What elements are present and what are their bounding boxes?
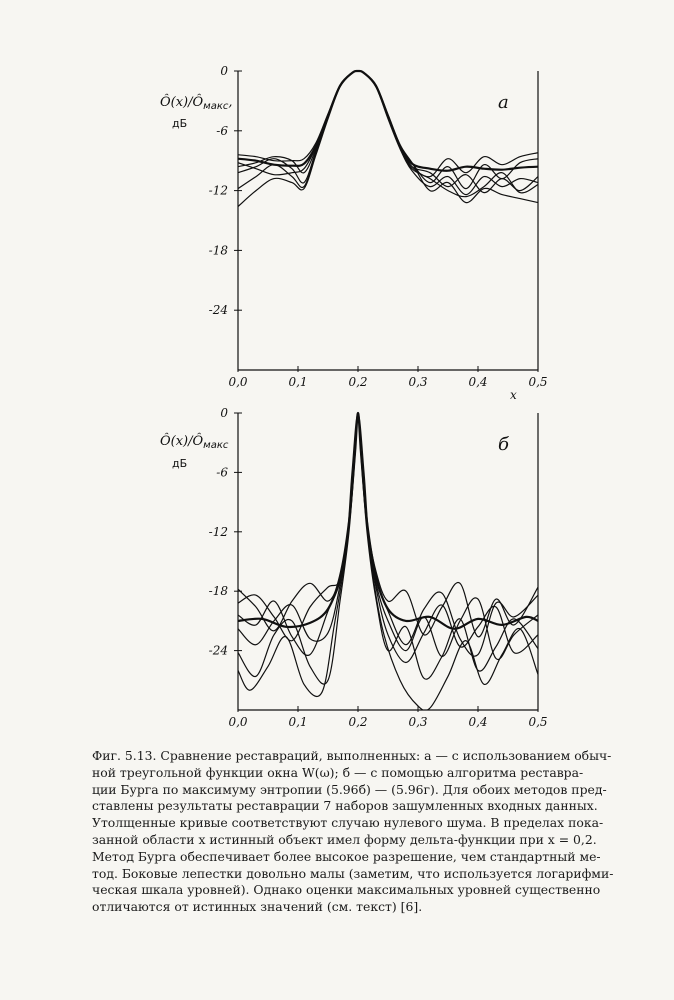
panel-a-series-5	[238, 71, 538, 203]
panel-b-series-6	[238, 413, 538, 684]
panel-a-series-group	[238, 71, 538, 207]
panel-a-xtick-label: 0,5	[528, 375, 548, 389]
panel-a-xtick-label: 0,1	[288, 375, 308, 389]
caption-line: ческая шкала уровней). Однако оценки максимальных уровней существенно	[92, 882, 601, 898]
panel-a-ytick-label: -24	[208, 303, 228, 318]
caption-line: тод. Боковые лепестки довольно малы (заметим, что используется логарифми-	[92, 865, 614, 881]
panel-a-series-2	[238, 71, 538, 177]
panel-a-xtick-label: 0,3	[408, 375, 428, 389]
panel-b-series-1	[238, 413, 538, 629]
panel-a-xtick-label: 0,4	[468, 375, 488, 389]
caption-line: Метод Бурга обеспечивает более высокое разрешение, чем стандартный ме-	[92, 848, 601, 864]
panel-b-label: б	[498, 434, 509, 455]
panel-a-series-7	[238, 71, 538, 197]
panel-b-series-7	[238, 413, 538, 711]
panel-b-axes	[238, 413, 538, 710]
panel-b-xtick-label: 0,1	[288, 715, 308, 729]
panel-a-series-3	[238, 71, 538, 189]
caption-line: отличаются от истинных значений (см. текст) [6].	[92, 899, 423, 915]
figure-caption	[92, 748, 630, 916]
caption-line: Утолщенные кривые соответствуют случаю нулевого шума. В пределах пока-	[92, 815, 604, 831]
panel-a-series-6	[238, 71, 538, 207]
panel-b-ytick-label: 0	[220, 406, 228, 420]
panel-b-ytick-label: -24	[208, 643, 228, 658]
panel-b-ytick-label: -18	[208, 584, 228, 599]
panel-a-ytick-label: -18	[208, 243, 228, 258]
panel-a-yunit: дБ	[172, 117, 188, 130]
panel-a-xtick-label: 0,0	[228, 375, 248, 389]
panel-b-yunit: дБ	[172, 457, 188, 470]
chart-panel-b	[0, 400, 674, 750]
panel-a-series-1	[238, 71, 538, 171]
panel-b-xtick-label: 0,3	[408, 715, 428, 729]
panel-a-label: а	[498, 92, 509, 113]
panel-b-xtick-label: 0,4	[468, 715, 488, 729]
panel-a-series-4	[238, 71, 538, 195]
caption-line: занной области x истинный объект имел форму дельта-функции при x = 0,2.	[92, 831, 597, 847]
panel-b-xtick-label: 0,2	[348, 715, 368, 729]
panel-b-ytick-label: -12	[208, 524, 228, 539]
panel-a-xlabel: x	[510, 388, 517, 402]
panel-a-ytick-label: -12	[208, 183, 228, 198]
panel-b-ytick-label: -6	[216, 465, 228, 480]
chart-panel-a	[0, 0, 674, 400]
caption-line: ной треугольной функции окна W(ω); б — с помощью алгоритма реставра-	[92, 764, 584, 780]
panel-b-series-5	[238, 413, 538, 663]
caption-line: ции Бурга по максимуму энтропии (5.96б) — (5.96г). Для обоих методов пред-	[92, 781, 607, 797]
panel-b-ylabel: $Ô(x)/Ô_{макс}$	[160, 434, 229, 451]
panel-b-series-group	[238, 413, 538, 711]
panel-a-ytick-label: 0	[220, 64, 228, 78]
panel-b-xtick-label: 0,5	[528, 715, 548, 729]
panel-a-xtick-label: 0,2	[348, 375, 368, 389]
panel-a-ylabel: $Ô(x)/Ô_{макс}$,	[160, 95, 233, 112]
panel-b-series-2	[238, 413, 538, 637]
panel-b-xtick-label: 0,0	[228, 715, 248, 729]
panel-a-ytick-label: -6	[216, 123, 228, 138]
caption-line: Фиг. 5.13. Сравнение реставраций, выполненных: а — с использованием обыч-	[92, 748, 612, 763]
caption-line: ставлены результаты реставрации 7 наборов зашумленных входных данных.	[92, 798, 598, 814]
